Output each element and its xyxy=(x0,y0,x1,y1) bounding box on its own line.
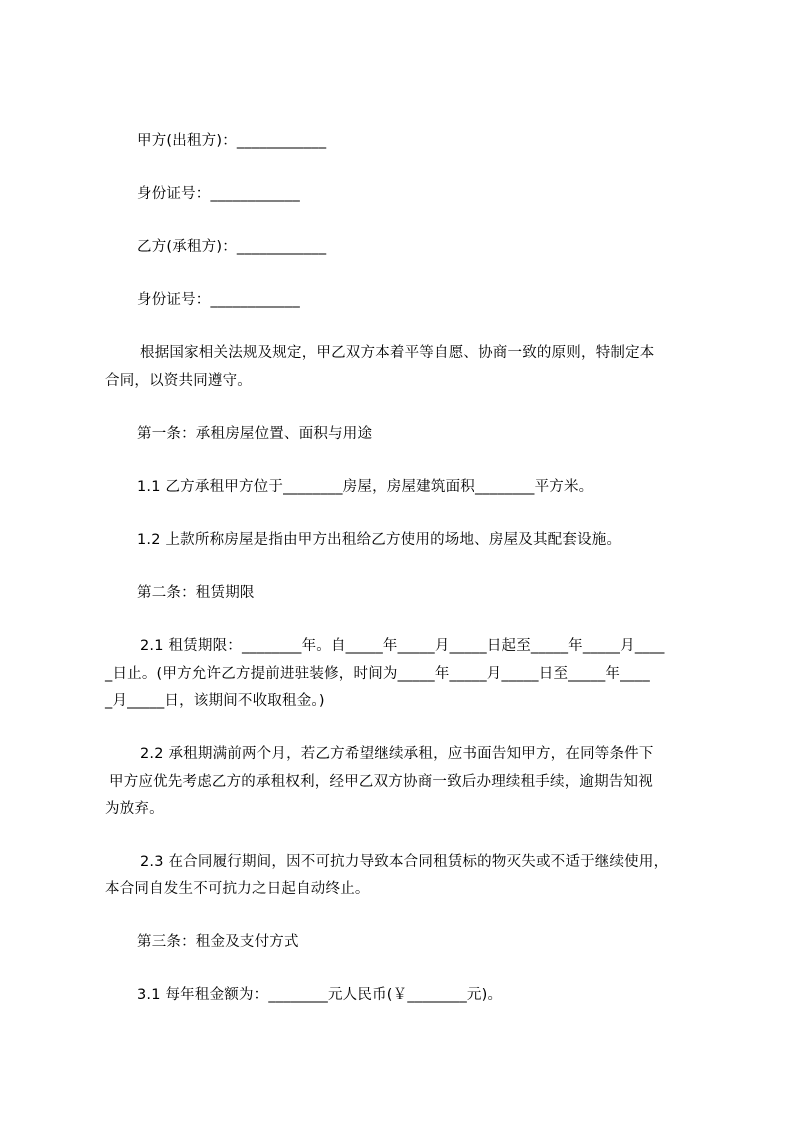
clause-2-1-line-1: 2.1 租赁期限：________年。自_____年_____月_____日起至_____年_____月____ xyxy=(140,638,665,654)
clause-3-1: 3.1 每年租金额为：________元人民币(￥________元)。 xyxy=(137,987,503,1003)
clause-1-1: 1.1 乙方承租甲方位于________房屋，房屋建筑面积________平方米。 xyxy=(137,479,594,495)
clause-2-2-line-2: 甲方应优先考虑乙方的承租权利，经甲乙双方协商一致后办理续租手续，逾期告知视 xyxy=(109,774,653,790)
preamble-line-2: 合同，以资共同遵守。 xyxy=(105,373,252,389)
article-1-title: 第一条：承租房屋位置、面积与用途 xyxy=(137,426,373,442)
preamble-line-1: 根据国家相关法规及规定，甲乙双方本着平等自愿、协商一致的原则，特制定本 xyxy=(140,345,655,361)
clause-2-3-line-1: 2.3 在合同履行期间，因不可抗力导致本合同租赁标的物灭失或不适于继续使用， xyxy=(140,854,669,870)
clause-2-1-line-2: _日止。(甲方允许乙方提前进驻装修，时间为_____年_____月_____日至_____年____ xyxy=(105,666,650,682)
clause-2-2-line-1: 2.2 承租期满前两个月，若乙方希望继续承租，应书面告知甲方，在同等条件下 xyxy=(140,746,654,762)
clause-2-1-line-3: _月_____日，该期间不收取租金。) xyxy=(105,693,325,709)
party-a-id-field: 身份证号：____________ xyxy=(137,186,300,202)
clause-2-2-line-3: 为放弃。 xyxy=(105,801,164,817)
clause-1-2: 1.2 上款所称房屋是指由甲方出租给乙方使用的场地、房屋及其配套设施。 xyxy=(137,532,622,548)
party-b-field: 乙方(承租方)：____________ xyxy=(137,239,327,255)
article-2-title: 第二条：租赁期限 xyxy=(137,585,255,601)
article-3-title: 第三条：租金及支付方式 xyxy=(137,934,299,950)
clause-2-3-line-2: 本合同自发生不可抗力之日起自动终止。 xyxy=(105,881,370,897)
party-a-field: 甲方(出租方)：____________ xyxy=(137,133,327,149)
party-b-id-field: 身份证号：____________ xyxy=(137,292,300,308)
